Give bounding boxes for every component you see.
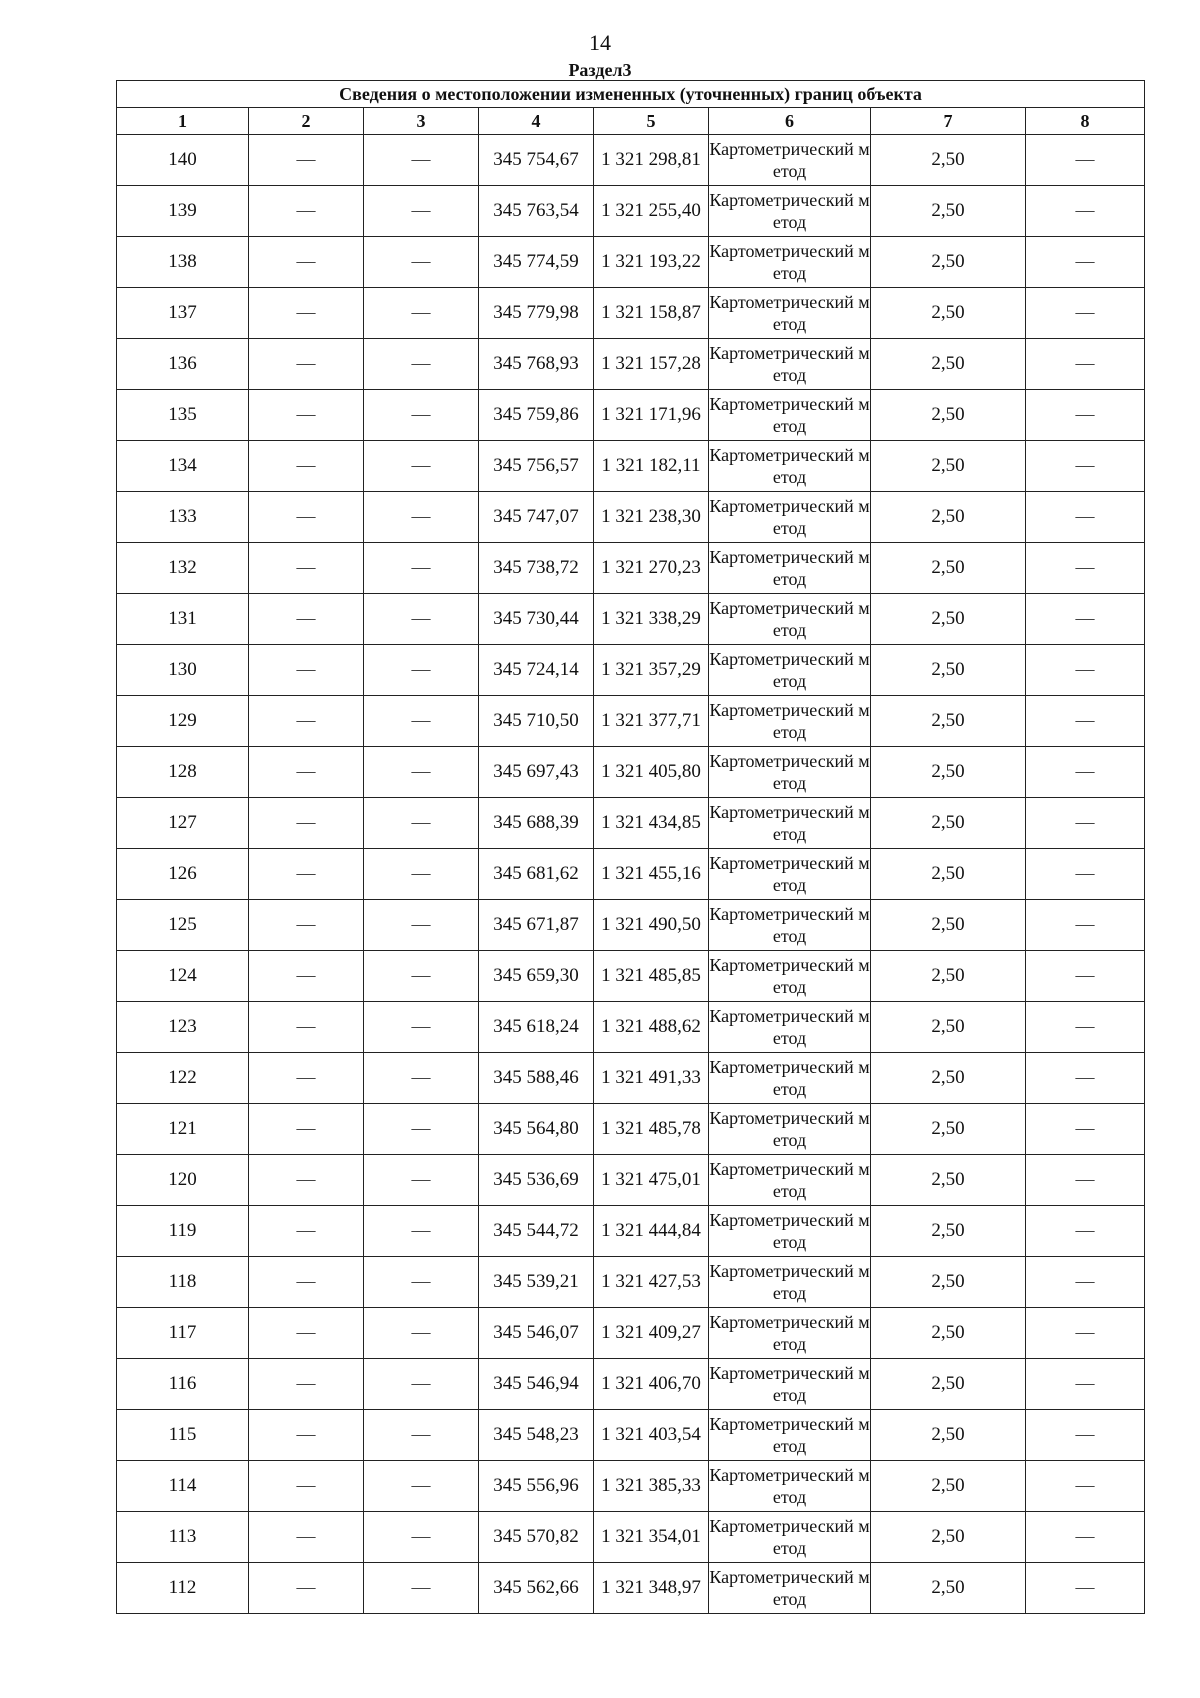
column-8-cell: — [1026,390,1145,441]
column-3-cell: — [364,1512,479,1563]
table-row [117,1257,1145,1308]
column-8-cell: — [1026,849,1145,900]
point-number-cell: 123 [117,1002,249,1053]
accuracy-cell: 2,50 [871,1257,1026,1308]
method-cell: Картометрический метод [709,1104,871,1155]
point-number-cell: 113 [117,1512,249,1563]
x-coordinate-cell: 345 779,98 [479,288,594,339]
accuracy-cell: 2,50 [871,1308,1026,1359]
x-coordinate-cell: 345 556,96 [479,1461,594,1512]
table-row [117,747,1145,798]
column-3-cell: — [364,900,479,951]
accuracy-cell: 2,50 [871,696,1026,747]
method-cell: Картометрический метод [709,849,871,900]
point-number-cell: 121 [117,1104,249,1155]
x-coordinate-cell: 345 546,07 [479,1308,594,1359]
point-number-cell: 127 [117,798,249,849]
y-coordinate-cell: 1 321 157,28 [594,339,709,390]
accuracy-cell: 2,50 [871,1512,1026,1563]
column-3-cell: — [364,543,479,594]
table-row [117,1104,1145,1155]
method-cell: Картометрический метод [709,594,871,645]
method-cell: Картометрический метод [709,951,871,1002]
table-caption-row [117,81,1145,108]
table-row [117,1053,1145,1104]
method-cell: Картометрический метод [709,492,871,543]
column-8-cell: — [1026,900,1145,951]
method-cell: Картометрический метод [709,543,871,594]
table-caption: Сведения о местоположении измененных (уточненных) границ объекта [117,81,1145,108]
accuracy-cell: 2,50 [871,1104,1026,1155]
point-number-cell: 112 [117,1563,249,1614]
column-2-cell: — [249,645,364,696]
column-2-cell: — [249,1410,364,1461]
accuracy-cell: 2,50 [871,288,1026,339]
x-coordinate-cell: 345 671,87 [479,900,594,951]
column-3-cell: — [364,849,479,900]
y-coordinate-cell: 1 321 488,62 [594,1002,709,1053]
accuracy-cell: 2,50 [871,798,1026,849]
accuracy-cell: 2,50 [871,237,1026,288]
table-row [117,1206,1145,1257]
method-cell: Картометрический метод [709,1563,871,1614]
x-coordinate-cell: 345 738,72 [479,543,594,594]
column-3-cell: — [364,1053,479,1104]
accuracy-cell: 2,50 [871,951,1026,1002]
method-cell: Картометрический метод [709,390,871,441]
column-2-cell: — [249,1359,364,1410]
x-coordinate-cell: 345 763,54 [479,186,594,237]
column-2-cell: — [249,594,364,645]
x-coordinate-cell: 345 570,82 [479,1512,594,1563]
y-coordinate-cell: 1 321 338,29 [594,594,709,645]
table-row [117,492,1145,543]
column-2-cell: — [249,798,364,849]
point-number-cell: 125 [117,900,249,951]
column-8-cell: — [1026,951,1145,1002]
column-8-cell: — [1026,1461,1145,1512]
method-cell: Картометрический метод [709,900,871,951]
point-number-cell: 139 [117,186,249,237]
column-8-cell: — [1026,747,1145,798]
column-8-cell: — [1026,1257,1145,1308]
column-3-cell: — [364,135,479,186]
x-coordinate-cell: 345 681,62 [479,849,594,900]
y-coordinate-cell: 1 321 434,85 [594,798,709,849]
column-2-cell: — [249,900,364,951]
x-coordinate-cell: 345 588,46 [479,1053,594,1104]
column-8-cell: — [1026,186,1145,237]
point-number-cell: 119 [117,1206,249,1257]
method-cell: Картометрический метод [709,288,871,339]
accuracy-cell: 2,50 [871,645,1026,696]
y-coordinate-cell: 1 321 255,40 [594,186,709,237]
table-row [117,390,1145,441]
column-2-cell: — [249,1308,364,1359]
y-coordinate-cell: 1 321 298,81 [594,135,709,186]
table-row [117,1563,1145,1614]
point-number-cell: 140 [117,135,249,186]
accuracy-cell: 2,50 [871,594,1026,645]
x-coordinate-cell: 345 774,59 [479,237,594,288]
y-coordinate-cell: 1 321 485,78 [594,1104,709,1155]
method-cell: Картометрический метод [709,237,871,288]
column-2-cell: — [249,186,364,237]
page-number: 14 [589,30,611,55]
x-coordinate-cell: 345 747,07 [479,492,594,543]
point-number-cell: 129 [117,696,249,747]
point-number-cell: 130 [117,645,249,696]
y-coordinate-cell: 1 321 490,50 [594,900,709,951]
column-8-cell: — [1026,1308,1145,1359]
y-coordinate-cell: 1 321 405,80 [594,747,709,798]
column-header-3: 3 [364,108,479,135]
x-coordinate-cell: 345 618,24 [479,1002,594,1053]
table-row [117,1308,1145,1359]
column-2-cell: — [249,1563,364,1614]
column-8-cell: — [1026,339,1145,390]
x-coordinate-cell: 345 754,67 [479,135,594,186]
y-coordinate-cell: 1 321 270,23 [594,543,709,594]
point-number-cell: 128 [117,747,249,798]
column-3-cell: — [364,798,479,849]
column-header-8: 8 [1026,108,1145,135]
method-cell: Картометрический метод [709,1308,871,1359]
y-coordinate-cell: 1 321 377,71 [594,696,709,747]
table-row [117,1002,1145,1053]
y-coordinate-cell: 1 321 171,96 [594,390,709,441]
accuracy-cell: 2,50 [871,186,1026,237]
column-2-cell: — [249,1002,364,1053]
method-cell: Картометрический метод [709,747,871,798]
y-coordinate-cell: 1 321 455,16 [594,849,709,900]
table-row [117,1461,1145,1512]
accuracy-cell: 2,50 [871,1359,1026,1410]
table-row [117,543,1145,594]
column-8-cell: — [1026,696,1145,747]
column-2-cell: — [249,390,364,441]
x-coordinate-cell: 345 724,14 [479,645,594,696]
y-coordinate-cell: 1 321 158,87 [594,288,709,339]
column-2-cell: — [249,135,364,186]
column-header-7: 7 [871,108,1026,135]
accuracy-cell: 2,50 [871,135,1026,186]
table-row [117,594,1145,645]
method-cell: Картометрический метод [709,1257,871,1308]
column-8-cell: — [1026,1512,1145,1563]
column-3-cell: — [364,1308,479,1359]
table-row [117,645,1145,696]
x-coordinate-cell: 345 539,21 [479,1257,594,1308]
accuracy-cell: 2,50 [871,1206,1026,1257]
accuracy-cell: 2,50 [871,390,1026,441]
method-cell: Картометрический метод [709,645,871,696]
accuracy-cell: 2,50 [871,492,1026,543]
table-row [117,135,1145,186]
method-cell: Картометрический метод [709,1359,871,1410]
point-number-cell: 134 [117,441,249,492]
column-3-cell: — [364,1563,479,1614]
accuracy-cell: 2,50 [871,747,1026,798]
table-row [117,849,1145,900]
column-8-cell: — [1026,135,1145,186]
x-coordinate-cell: 345 759,86 [479,390,594,441]
accuracy-cell: 2,50 [871,849,1026,900]
table-row [117,1359,1145,1410]
x-coordinate-cell: 345 730,44 [479,594,594,645]
column-3-cell: — [364,237,479,288]
column-2-cell: — [249,492,364,543]
column-3-cell: — [364,594,479,645]
y-coordinate-cell: 1 321 354,01 [594,1512,709,1563]
point-number-cell: 124 [117,951,249,1002]
column-8-cell: — [1026,1053,1145,1104]
column-3-cell: — [364,390,479,441]
column-header-4: 4 [479,108,594,135]
y-coordinate-cell: 1 321 406,70 [594,1359,709,1410]
table-row [117,288,1145,339]
x-coordinate-cell: 345 768,93 [479,339,594,390]
section-title: Раздел3 [568,60,632,80]
column-3-cell: — [364,1206,479,1257]
method-cell: Картометрический метод [709,441,871,492]
column-8-cell: — [1026,288,1145,339]
column-8-cell: — [1026,543,1145,594]
column-2-cell: — [249,1053,364,1104]
column-2-cell: — [249,747,364,798]
point-number-cell: 122 [117,1053,249,1104]
column-3-cell: — [364,1104,479,1155]
method-cell: Картометрический метод [709,1512,871,1563]
column-2-cell: — [249,288,364,339]
table-row [117,798,1145,849]
x-coordinate-cell: 345 756,57 [479,441,594,492]
x-coordinate-cell: 345 548,23 [479,1410,594,1461]
column-2-cell: — [249,441,364,492]
accuracy-cell: 2,50 [871,339,1026,390]
point-number-cell: 137 [117,288,249,339]
method-cell: Картометрический метод [709,1155,871,1206]
x-coordinate-cell: 345 564,80 [479,1104,594,1155]
column-3-cell: — [364,747,479,798]
column-8-cell: — [1026,237,1145,288]
column-3-cell: — [364,1359,479,1410]
column-3-cell: — [364,645,479,696]
x-coordinate-cell: 345 688,39 [479,798,594,849]
point-number-cell: 136 [117,339,249,390]
point-number-cell: 131 [117,594,249,645]
column-header-1: 1 [117,108,249,135]
column-8-cell: — [1026,1563,1145,1614]
table-row [117,186,1145,237]
coordinates-table [116,80,1145,1614]
column-3-cell: — [364,951,479,1002]
point-number-cell: 118 [117,1257,249,1308]
column-3-cell: — [364,288,479,339]
column-8-cell: — [1026,1155,1145,1206]
column-3-cell: — [364,1461,479,1512]
column-3-cell: — [364,1257,479,1308]
table-row [117,441,1145,492]
table-row [117,237,1145,288]
method-cell: Картометрический метод [709,339,871,390]
column-8-cell: — [1026,798,1145,849]
table-row [117,696,1145,747]
y-coordinate-cell: 1 321 475,01 [594,1155,709,1206]
method-cell: Картометрический метод [709,1206,871,1257]
table-row [117,1410,1145,1461]
accuracy-cell: 2,50 [871,441,1026,492]
table-row [117,339,1145,390]
column-8-cell: — [1026,441,1145,492]
accuracy-cell: 2,50 [871,1410,1026,1461]
x-coordinate-cell: 345 710,50 [479,696,594,747]
x-coordinate-cell: 345 659,30 [479,951,594,1002]
column-2-cell: — [249,1104,364,1155]
column-8-cell: — [1026,492,1145,543]
x-coordinate-cell: 345 536,69 [479,1155,594,1206]
y-coordinate-cell: 1 321 193,22 [594,237,709,288]
column-2-cell: — [249,951,364,1002]
column-3-cell: — [364,441,479,492]
point-number-cell: 138 [117,237,249,288]
y-coordinate-cell: 1 321 348,97 [594,1563,709,1614]
method-cell: Картометрический метод [709,696,871,747]
column-8-cell: — [1026,1104,1145,1155]
column-8-cell: — [1026,645,1145,696]
y-coordinate-cell: 1 321 182,11 [594,441,709,492]
point-number-cell: 117 [117,1308,249,1359]
point-number-cell: 132 [117,543,249,594]
method-cell: Картометрический метод [709,135,871,186]
accuracy-cell: 2,50 [871,1155,1026,1206]
table-row [117,900,1145,951]
point-number-cell: 126 [117,849,249,900]
column-2-cell: — [249,543,364,594]
column-2-cell: — [249,1512,364,1563]
point-number-cell: 116 [117,1359,249,1410]
x-coordinate-cell: 345 562,66 [479,1563,594,1614]
y-coordinate-cell: 1 321 403,54 [594,1410,709,1461]
method-cell: Картометрический метод [709,798,871,849]
table-row [117,1512,1145,1563]
column-3-cell: — [364,339,479,390]
column-3-cell: — [364,186,479,237]
column-2-cell: — [249,1257,364,1308]
accuracy-cell: 2,50 [871,1563,1026,1614]
column-header-5: 5 [594,108,709,135]
y-coordinate-cell: 1 321 444,84 [594,1206,709,1257]
point-number-cell: 114 [117,1461,249,1512]
column-2-cell: — [249,696,364,747]
point-number-cell: 120 [117,1155,249,1206]
column-2-cell: — [249,1155,364,1206]
column-header-6: 6 [709,108,871,135]
accuracy-cell: 2,50 [871,1002,1026,1053]
column-3-cell: — [364,696,479,747]
column-2-cell: — [249,339,364,390]
column-8-cell: — [1026,1002,1145,1053]
y-coordinate-cell: 1 321 385,33 [594,1461,709,1512]
column-8-cell: — [1026,1206,1145,1257]
method-cell: Картометрический метод [709,186,871,237]
point-number-cell: 133 [117,492,249,543]
x-coordinate-cell: 345 544,72 [479,1206,594,1257]
table-row [117,951,1145,1002]
column-8-cell: — [1026,1359,1145,1410]
column-header-row [117,108,1145,135]
y-coordinate-cell: 1 321 238,30 [594,492,709,543]
column-2-cell: — [249,1206,364,1257]
table-body [117,135,1145,1614]
point-number-cell: 115 [117,1410,249,1461]
y-coordinate-cell: 1 321 357,29 [594,645,709,696]
column-3-cell: — [364,1410,479,1461]
x-coordinate-cell: 345 546,94 [479,1359,594,1410]
y-coordinate-cell: 1 321 409,27 [594,1308,709,1359]
column-3-cell: — [364,492,479,543]
column-2-cell: — [249,1461,364,1512]
y-coordinate-cell: 1 321 491,33 [594,1053,709,1104]
x-coordinate-cell: 345 697,43 [479,747,594,798]
column-8-cell: — [1026,1410,1145,1461]
column-2-cell: — [249,849,364,900]
method-cell: Картометрический метод [709,1002,871,1053]
point-number-cell: 135 [117,390,249,441]
accuracy-cell: 2,50 [871,1053,1026,1104]
method-cell: Картометрический метод [709,1410,871,1461]
accuracy-cell: 2,50 [871,543,1026,594]
column-3-cell: — [364,1002,479,1053]
column-2-cell: — [249,237,364,288]
method-cell: Картометрический метод [709,1461,871,1512]
table-row [117,1155,1145,1206]
accuracy-cell: 2,50 [871,900,1026,951]
column-header-2: 2 [249,108,364,135]
accuracy-cell: 2,50 [871,1461,1026,1512]
column-8-cell: — [1026,594,1145,645]
y-coordinate-cell: 1 321 427,53 [594,1257,709,1308]
column-3-cell: — [364,1155,479,1206]
y-coordinate-cell: 1 321 485,85 [594,951,709,1002]
method-cell: Картометрический метод [709,1053,871,1104]
